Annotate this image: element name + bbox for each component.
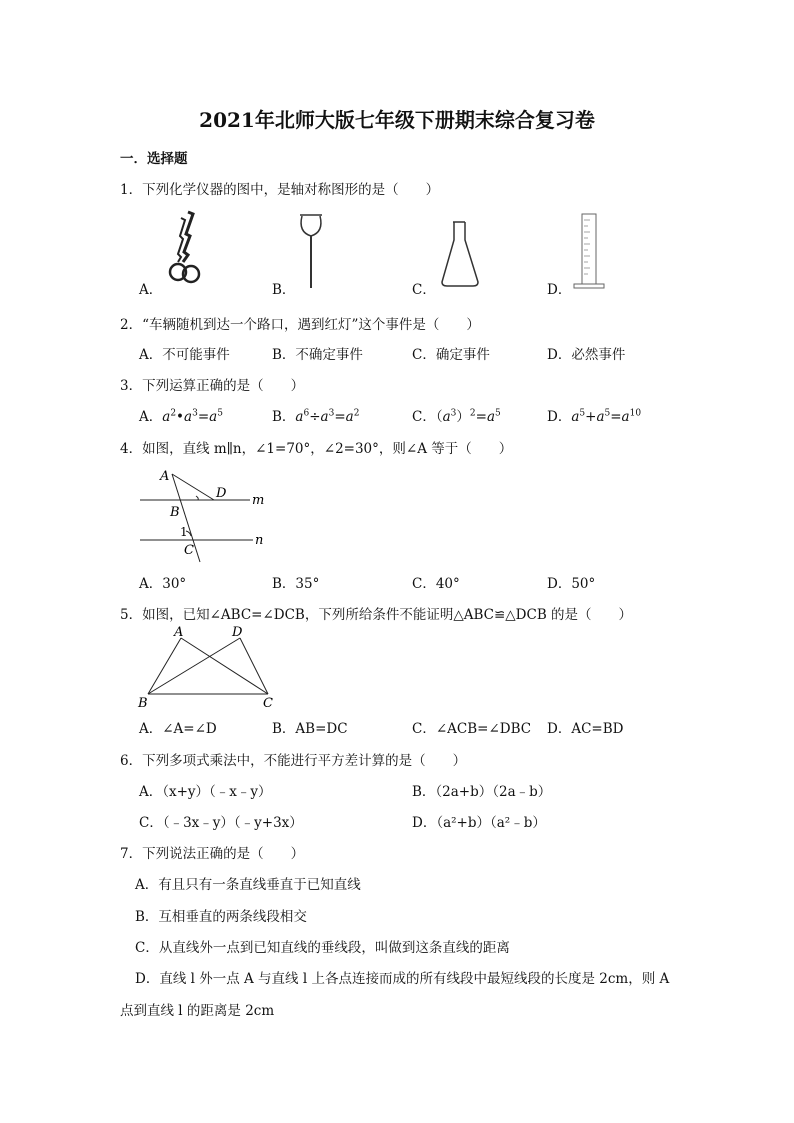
q1-option-d: D． <box>547 282 572 298</box>
crucible-tongs-image <box>166 210 206 290</box>
q5-label-a: A <box>174 625 184 640</box>
q2-option-d: D．必然事件 <box>547 347 626 363</box>
q5-label-c: C <box>263 696 273 711</box>
q2-option-b: B．不确定事件 <box>272 347 363 363</box>
q4-parallel-lines-figure <box>138 466 278 566</box>
q1-option-b: B． <box>272 282 296 298</box>
question-5-stem: 5．如图，已知∠ABC=∠DCB，下列所给条件不能证明△ABC≌△DCB 的是（ ） <box>120 607 633 623</box>
dropping-funnel-image <box>292 212 332 292</box>
q4-label-1: 1 <box>180 525 188 539</box>
q2-option-c: C．确定事件 <box>412 347 490 363</box>
q3-option-a: A．$a^2•a^3=a^5$ <box>139 408 223 425</box>
conical-flask-image <box>440 220 480 290</box>
q5-label-d: D <box>232 625 243 640</box>
q6-option-d: D．（a²+b）（a²﹣b） <box>412 815 546 831</box>
q4-option-b: B．35° <box>272 576 320 592</box>
q5-option-a: A．∠A=∠D <box>139 721 217 737</box>
question-6-stem: 6．下列多项式乘法中，不能进行平方差计算的是（ ） <box>120 753 467 769</box>
q4-option-a: A．30° <box>139 576 187 592</box>
q6-option-a: A．（x+y）（﹣x﹣y） <box>139 784 272 800</box>
q4-label-b: B <box>170 505 180 520</box>
q6-option-c: C．（﹣3x﹣y）（﹣y+3x） <box>139 815 303 831</box>
q7-option-a: A．有且只有一条直线垂直于已知直线 <box>135 877 361 893</box>
q2-option-a: A．不可能事件 <box>139 347 230 363</box>
q4-label-d: D <box>216 486 227 501</box>
q5-label-b: B <box>138 696 148 711</box>
q4-label-a: A <box>160 469 170 484</box>
section-heading: 一．选择题 <box>120 151 188 167</box>
q1-option-c: C． <box>412 282 436 298</box>
question-3-stem: 3．下列运算正确的是（ ） <box>120 378 305 394</box>
q1-option-a: A． <box>139 282 163 298</box>
q7-option-c: C．从直线外一点到已知直线的垂线段，叫做到这条直线的距离 <box>135 940 510 956</box>
q7-option-d-cont: 点到直线 l 的距离是 2cm <box>120 1003 275 1019</box>
q6-option-b: B．（2a+b）（2a﹣b） <box>412 784 552 800</box>
q5-option-b: B．AB=DC <box>272 721 348 737</box>
q4-option-d: D．50° <box>547 576 596 592</box>
q3-option-c: C．$(a^3)^2=a^5$ <box>412 408 501 425</box>
q3-option-d: D．$a^5+a^5=a^{10}$ <box>547 408 642 425</box>
q7-option-d: D．直线 l 外一点 A 与直线 l 上各点连接而成的所有线段中最短线段的长度是 2cm，则 A <box>135 971 670 987</box>
question-1-stem: 1．下列化学仪器的图中，是轴对称图形的是（ ） <box>120 182 440 198</box>
question-7-stem: 7．下列说法正确的是（ ） <box>120 846 305 862</box>
q5-option-d: D．AC=BD <box>547 721 624 737</box>
q5-option-c: C．∠ACB=∠DBC <box>412 721 532 737</box>
question-2-stem: 2．“车辆随机到达一个路口，遇到红灯”这个事件是（ ） <box>120 317 480 333</box>
measuring-cylinder-image <box>570 212 610 292</box>
page-title: 2021年北师大版七年级下册期末综合复习卷 <box>199 108 595 132</box>
q4-label-c: C <box>184 543 194 558</box>
q5-triangles-figure <box>136 624 281 714</box>
question-4-stem: 4．如图，直线 m∥n，∠1=70°，∠2=30°，则∠A 等于（ ） <box>120 441 513 457</box>
q4-label-m: m <box>252 493 265 508</box>
q4-option-c: C．40° <box>412 576 460 592</box>
q7-option-b: B．互相垂直的两条线段相交 <box>135 909 307 925</box>
q3-option-b: B．$a^6\div a^3=a^2$ <box>272 408 360 425</box>
q4-label-n: n <box>255 533 264 548</box>
